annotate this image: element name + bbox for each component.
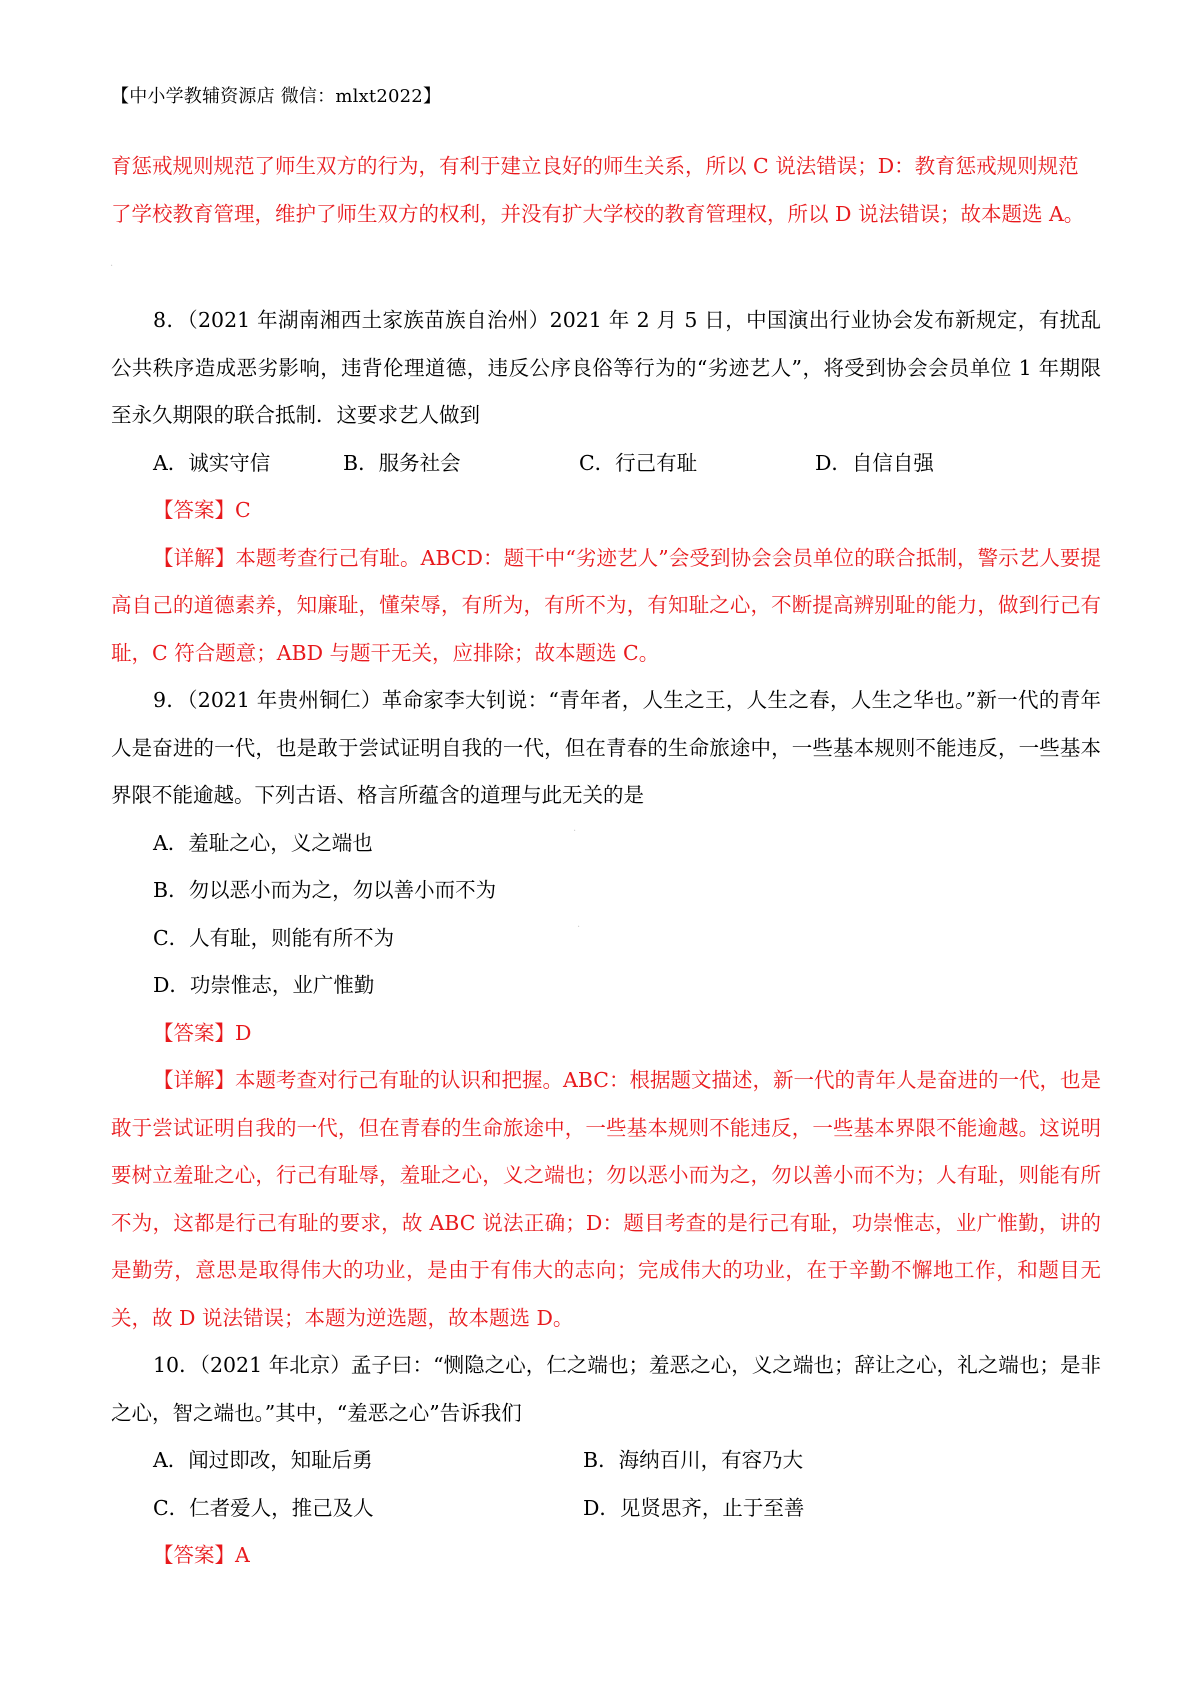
q10-option-b: B．海纳百川，有容乃大	[583, 1448, 804, 1472]
q8-option-c: C．行己有耻	[579, 450, 698, 475]
q9-option-c: C．人有耻，则能有所不为	[153, 925, 395, 950]
scan-speck: ·	[573, 826, 577, 837]
q8-detail: 【详解】本题考查行己有耻。ABCD：题干中“劣迹艺人”会受到协会会员单位的联合抵制，警示艺人要提高自己的道德素养，知廉耻，懂荣辱，有所为，有所不为，有知耻之心，不断提高辨别耻的能力，做到行己有耻，C 符合题意；ABD 与题干无关，应排除；故本题选 C。	[111, 545, 1101, 665]
q9-answer: 【答案】D	[153, 1020, 252, 1045]
question-8-stem: 8．（2021 年湖南湘西土家族苗族自治州）2021 年 2 月 5 日，中国演出行业协会发布新规定，有扰乱公共秩序造成恶劣影响，违背伦理道德，违反公序良俗等行为的“劣迹艺人”，将受到协会会员单位 1 年期限至永久期限的联合抵制．这要求艺人做到	[111, 308, 1101, 427]
q8-option-a: A．诚实守信	[153, 450, 271, 475]
question-10-stem: 10．（2021 年北京）孟子曰：“恻隐之心，仁之端也；羞恶之心，义之端也；辞让之心，礼之端也；是非之心，智之端也。”其中，“羞恶之心”告诉我们	[111, 1353, 1101, 1425]
q10-option-d: D．见贤思齐，止于至善	[583, 1495, 805, 1520]
scan-speck: ·	[110, 261, 114, 272]
q9-detail: 【详解】本题考查对行己有耻的认识和把握。ABC：根据题文描述，新一代的青年人是奋进的一代，也是敢于尝试证明自我的一代，但在青春的生命旅途中，一些基本规则不能违反，一些基本界限不能逾越。这说明要树立羞耻之心，行己有耻辱，羞耻之心，义之端也；勿以恶小而为之，勿以善小而不为；人有耻，则能有所不为，这都是行己有耻的要求，故 ABC 说法正确；D：题目考查的是行己有耻，功崇惟志，业广惟勤，讲的是勤劳，意思是取得伟大的功业，是由于有伟大的志向；完成伟大的功业，在于辛勤不懈地工作，和题目无关，故 D 说法错误；本题为逆选题，故本题选 D。	[111, 1068, 1101, 1330]
q9-option-d: D．功崇惟志，业广惟勤	[153, 973, 375, 997]
q8-answer: 【答案】C	[153, 498, 251, 522]
question-10-options-row-2	[111, 1485, 1101, 1533]
prev-detail-line-1: 育惩戒规则规范了师生双方的行为，有利于建立良好的师生关系，所以 C 说法错误；D：教育惩戒规则规范	[111, 154, 1079, 178]
q9-option-a: A．羞耻之心，义之端也	[153, 830, 373, 855]
q10-option-a: A．闻过即改，知耻后勇	[153, 1448, 373, 1472]
scan-speck: ·	[577, 922, 581, 933]
question-8-options	[111, 440, 1101, 488]
question-9-stem: 9．（2021 年贵州铜仁）革命家李大钊说：“青年者，人生之王，人生之春，人生之华也。”新一代的青年人是奋进的一代，也是敢于尝试证明自我的一代，但在青春的生命旅途中，一些基本规则不能违反，一些基本界限不能逾越。下列古语、格言所蕴含的道理与此无关的是	[111, 688, 1101, 807]
q10-answer: 【答案】A	[153, 1543, 250, 1567]
document-body	[111, 143, 1101, 1580]
prev-detail-line-2: 了学校教育管理，维护了师生双方的权利，并没有扩大学校的教育管理权，所以 D 说法错误；故本题选 A。	[111, 201, 1085, 226]
q9-option-b: B．勿以恶小而为之，勿以善小而不为	[153, 878, 497, 902]
page-header: 【中小学教辅资源店 微信：mlxt2022】	[111, 86, 442, 107]
question-10-options-row-1	[111, 1437, 1101, 1485]
q10-option-c: C．仁者爱人，推己及人	[153, 1495, 374, 1520]
q8-option-d: D．自信自强	[815, 450, 934, 475]
q8-option-b: B．服务社会	[343, 450, 461, 475]
